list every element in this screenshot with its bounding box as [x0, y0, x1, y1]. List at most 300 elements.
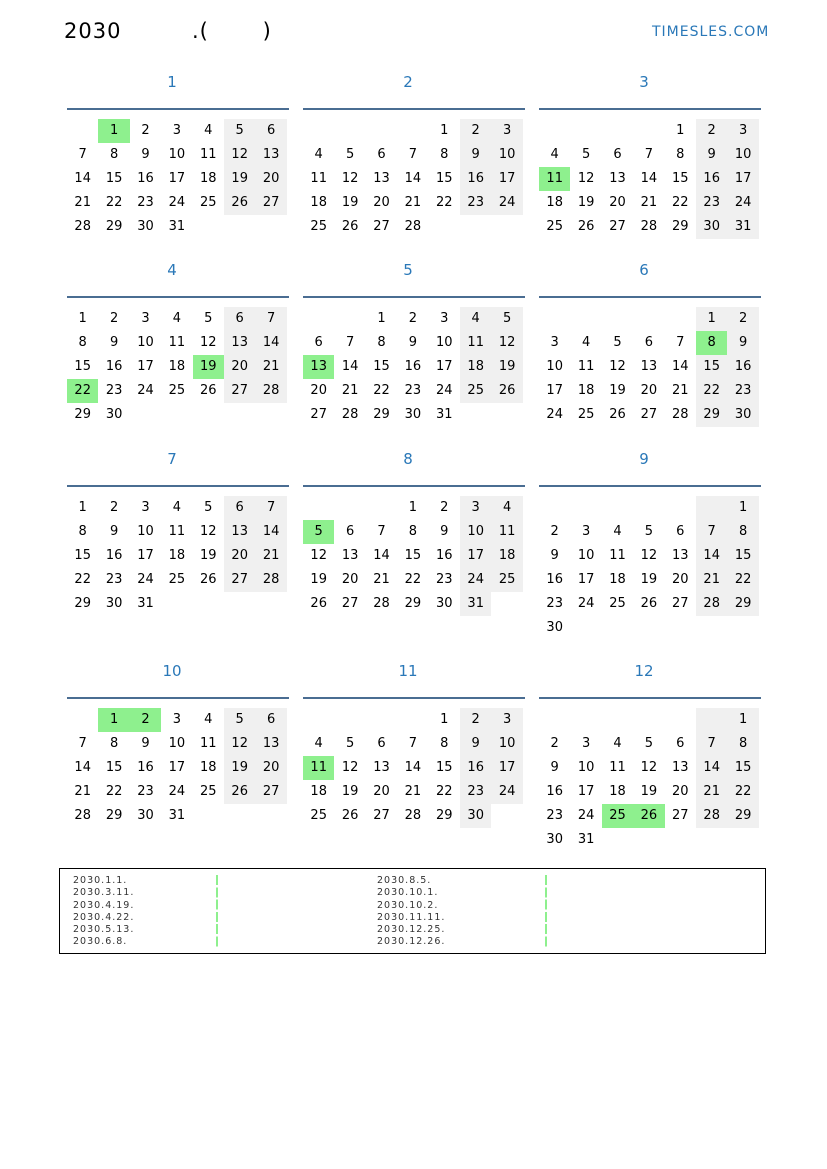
- day-cell: 15: [105, 171, 123, 186]
- day-cell: 10: [577, 548, 595, 563]
- day-cell: 31: [460, 592, 491, 616]
- day-cell: 1: [696, 307, 727, 331]
- day-cell: 28: [74, 219, 91, 234]
- holiday-entry: 2030.12.26.: [377, 936, 446, 948]
- day-cell: 6: [224, 496, 255, 520]
- day-cell: 6: [314, 335, 323, 350]
- day-cell: 16: [460, 756, 491, 780]
- day-cell: 14: [74, 171, 91, 186]
- day-cell: 15: [404, 548, 422, 563]
- day-cell: 11: [310, 171, 327, 186]
- day-cell: 26: [200, 572, 217, 587]
- day-cell: 8: [676, 147, 685, 162]
- day-cell: 9: [460, 732, 491, 756]
- month-name: 10: [162, 662, 182, 680]
- day-cell: 14: [404, 171, 422, 186]
- day-cell: 18: [609, 784, 626, 799]
- day-cell: 30: [460, 804, 491, 828]
- day-cell: 29: [105, 219, 123, 234]
- day-cell: 20: [373, 784, 390, 799]
- day-cell: 13: [224, 331, 255, 355]
- day-cell: 28: [373, 596, 390, 611]
- day-cell: 10: [577, 760, 595, 775]
- month-name: 4: [167, 261, 177, 279]
- day-cell: 28: [696, 592, 727, 616]
- day-cell: 26: [640, 596, 658, 611]
- day-cell: 23: [460, 191, 491, 215]
- holiday-entry: 2030.12.25.: [377, 924, 446, 936]
- day-cell: 24: [137, 572, 154, 587]
- day-cell: 31: [727, 215, 758, 239]
- day-cell: 10: [727, 143, 758, 167]
- day-cell: 4: [314, 147, 323, 162]
- day-cell: 8: [440, 147, 449, 162]
- weekend-shade: [696, 496, 727, 520]
- day-cell: 8: [440, 736, 449, 751]
- holiday-day-cell: 11: [303, 756, 334, 780]
- day-cell: 15: [696, 355, 727, 379]
- day-cell: 12: [640, 548, 658, 563]
- day-cell: 9: [550, 548, 559, 563]
- day-cell: 1: [78, 311, 87, 326]
- day-cell: 21: [373, 572, 390, 587]
- day-cell: 20: [373, 195, 390, 210]
- month-divider: [67, 296, 289, 298]
- day-cell: 4: [460, 307, 491, 331]
- holiday-legend: [59, 868, 766, 954]
- month-divider: [539, 697, 761, 699]
- day-cell: 19: [310, 572, 327, 587]
- day-cell: 4: [613, 524, 622, 539]
- day-cell: 3: [581, 736, 591, 751]
- day-cell: 7: [676, 335, 685, 350]
- day-cell: 22: [727, 568, 758, 592]
- month-divider: [67, 485, 289, 487]
- day-cell: 6: [255, 708, 286, 732]
- day-cell: 9: [727, 331, 758, 355]
- holiday-marker-left: [216, 875, 218, 949]
- day-cell: 27: [609, 219, 626, 234]
- day-cell: 25: [460, 379, 491, 403]
- month-divider: [539, 108, 761, 110]
- day-cell: 5: [224, 708, 255, 732]
- holiday-entry: 2030.10.1.: [377, 887, 439, 899]
- day-cell: 18: [460, 355, 491, 379]
- day-cell: 5: [644, 524, 654, 539]
- day-cell: 8: [109, 147, 119, 162]
- day-cell: 21: [74, 784, 91, 799]
- day-cell: 23: [137, 784, 154, 799]
- day-cell: 7: [408, 147, 418, 162]
- month-divider: [67, 108, 289, 110]
- day-cell: 2: [109, 500, 119, 515]
- day-cell: 17: [491, 167, 522, 191]
- day-cell: 25: [577, 407, 595, 422]
- day-cell: 14: [640, 171, 658, 186]
- title-year: 2030: [64, 19, 122, 43]
- day-cell: 20: [609, 195, 626, 210]
- day-cell: 21: [74, 195, 91, 210]
- day-cell: 2: [408, 311, 418, 326]
- day-cell: 22: [727, 780, 758, 804]
- day-cell: 24: [577, 808, 595, 823]
- day-cell: 9: [408, 335, 418, 350]
- day-cell: 27: [373, 219, 390, 234]
- holiday-entry: 2030.6.8.: [73, 936, 128, 948]
- day-cell: 19: [640, 572, 658, 587]
- day-cell: 16: [460, 167, 491, 191]
- day-cell: 1: [440, 123, 449, 138]
- day-cell: 12: [310, 548, 327, 563]
- holiday-day-cell: 11: [539, 167, 570, 191]
- day-cell: 11: [460, 331, 491, 355]
- day-cell: 11: [577, 359, 595, 374]
- day-cell: 7: [255, 496, 286, 520]
- month-divider: [303, 697, 525, 699]
- day-cell: 3: [141, 500, 150, 515]
- day-cell: 10: [491, 732, 522, 756]
- day-cell: 9: [109, 524, 119, 539]
- day-cell: 13: [341, 548, 359, 563]
- day-cell: 2: [460, 119, 491, 143]
- day-cell: 22: [74, 572, 91, 587]
- day-cell: 17: [546, 383, 563, 398]
- day-cell: 2: [141, 123, 150, 138]
- day-cell: 24: [491, 191, 522, 215]
- day-cell: 8: [727, 732, 758, 756]
- day-cell: 15: [74, 359, 91, 374]
- day-cell: 21: [255, 355, 286, 379]
- day-cell: 8: [377, 335, 386, 350]
- day-cell: 2: [550, 524, 559, 539]
- day-cell: 24: [546, 407, 563, 422]
- month-name: 1: [167, 73, 177, 91]
- month-divider: [539, 485, 761, 487]
- day-cell: 30: [546, 832, 563, 847]
- day-cell: 11: [200, 147, 217, 162]
- day-cell: 12: [224, 732, 255, 756]
- day-cell: 5: [581, 147, 591, 162]
- day-cell: 31: [168, 808, 186, 823]
- day-cell: 3: [581, 524, 591, 539]
- day-cell: 3: [491, 708, 522, 732]
- day-cell: 10: [168, 147, 186, 162]
- day-cell: 29: [727, 592, 758, 616]
- day-cell: 21: [640, 195, 658, 210]
- day-cell: 13: [373, 171, 390, 186]
- day-cell: 28: [404, 808, 422, 823]
- day-cell: 9: [696, 143, 727, 167]
- day-cell: 19: [224, 167, 255, 191]
- day-cell: 18: [168, 359, 186, 374]
- day-cell: 26: [224, 780, 255, 804]
- holiday-entry: 2030.8.5.: [377, 875, 432, 886]
- day-cell: 4: [581, 335, 591, 350]
- day-cell: 1: [377, 311, 386, 326]
- day-cell: 31: [577, 832, 595, 847]
- day-cell: 22: [404, 572, 422, 587]
- day-cell: 7: [255, 307, 286, 331]
- day-cell: 2: [696, 119, 727, 143]
- day-cell: 12: [491, 331, 522, 355]
- day-cell: 25: [200, 195, 217, 210]
- day-cell: 4: [613, 736, 622, 751]
- holiday-entry: 2030.10.2.: [377, 899, 439, 911]
- day-cell: 3: [491, 119, 522, 143]
- day-cell: 19: [577, 195, 595, 210]
- day-cell: 27: [310, 407, 327, 422]
- month-name: 9: [639, 450, 649, 468]
- day-cell: 22: [436, 784, 453, 799]
- day-cell: 3: [172, 123, 182, 138]
- day-cell: 20: [310, 383, 327, 398]
- holiday-entry: 2030.11.11.: [377, 911, 446, 923]
- day-cell: 9: [460, 143, 491, 167]
- day-cell: 29: [74, 407, 91, 422]
- day-cell: 25: [546, 219, 563, 234]
- day-cell: 21: [696, 568, 727, 592]
- day-cell: 26: [577, 219, 595, 234]
- day-cell: 31: [137, 596, 154, 611]
- day-cell: 6: [377, 147, 386, 162]
- day-cell: 20: [341, 572, 359, 587]
- day-cell: 26: [341, 219, 359, 234]
- day-cell: 24: [577, 596, 595, 611]
- day-cell: 25: [310, 219, 327, 234]
- day-cell: 3: [550, 335, 559, 350]
- day-cell: 16: [404, 359, 422, 374]
- day-cell: 29: [436, 808, 453, 823]
- day-cell: 27: [672, 596, 689, 611]
- day-cell: 17: [577, 784, 595, 799]
- day-cell: 4: [204, 712, 213, 727]
- day-cell: 23: [436, 572, 453, 587]
- day-cell: 28: [404, 219, 422, 234]
- day-cell: 6: [224, 307, 255, 331]
- month-divider: [303, 485, 525, 487]
- day-cell: 23: [546, 596, 563, 611]
- day-cell: 27: [640, 407, 658, 422]
- day-cell: 9: [550, 760, 559, 775]
- site-brand-link[interactable]: TIMESLES.COM: [652, 24, 770, 40]
- day-cell: 12: [200, 524, 217, 539]
- day-cell: 10: [436, 335, 453, 350]
- day-cell: 21: [404, 784, 422, 799]
- day-cell: 17: [577, 572, 595, 587]
- day-cell: 29: [672, 219, 689, 234]
- day-cell: 12: [224, 143, 255, 167]
- day-cell: 24: [727, 191, 758, 215]
- day-cell: 27: [255, 191, 286, 215]
- day-cell: 16: [727, 355, 758, 379]
- month-name: 11: [398, 662, 418, 680]
- day-cell: 19: [491, 355, 522, 379]
- day-cell: 29: [105, 808, 123, 823]
- day-cell: 2: [550, 736, 559, 751]
- day-cell: 24: [436, 383, 453, 398]
- day-cell: 5: [345, 147, 355, 162]
- day-cell: 29: [727, 804, 758, 828]
- holiday-day-cell: 1: [98, 119, 129, 143]
- day-cell: 19: [341, 784, 359, 799]
- holiday-day-cell: 1: [98, 708, 129, 732]
- day-cell: 12: [341, 760, 359, 775]
- day-cell: 18: [491, 544, 522, 568]
- day-cell: 20: [640, 383, 658, 398]
- day-cell: 19: [609, 383, 626, 398]
- day-cell: 14: [404, 760, 422, 775]
- day-cell: 13: [672, 548, 689, 563]
- day-cell: 8: [727, 520, 758, 544]
- day-cell: 13: [640, 359, 658, 374]
- day-cell: 5: [224, 119, 255, 143]
- day-cell: 3: [440, 311, 449, 326]
- day-cell: 29: [373, 407, 390, 422]
- day-cell: 17: [491, 756, 522, 780]
- month-name: 5: [403, 261, 413, 279]
- day-cell: 7: [644, 147, 654, 162]
- day-cell: 18: [577, 383, 595, 398]
- day-cell: 27: [224, 379, 255, 403]
- day-cell: 30: [546, 620, 563, 635]
- day-cell: 25: [168, 383, 186, 398]
- day-cell: 14: [373, 548, 390, 563]
- day-cell: 23: [696, 191, 727, 215]
- day-cell: 4: [204, 123, 213, 138]
- day-cell: 29: [74, 596, 91, 611]
- day-cell: 25: [200, 784, 217, 799]
- day-cell: 30: [404, 407, 422, 422]
- day-cell: 28: [74, 808, 91, 823]
- day-cell: 20: [672, 572, 689, 587]
- day-cell: 15: [436, 171, 453, 186]
- day-cell: 16: [137, 760, 154, 775]
- day-cell: 11: [609, 548, 626, 563]
- month-name: 7: [167, 450, 177, 468]
- day-cell: 3: [727, 119, 758, 143]
- day-cell: 15: [373, 359, 390, 374]
- month-divider: [303, 108, 525, 110]
- day-cell: 26: [491, 379, 522, 403]
- day-cell: 30: [105, 596, 123, 611]
- day-cell: 5: [204, 311, 213, 326]
- day-cell: 19: [640, 784, 658, 799]
- day-cell: 21: [672, 383, 689, 398]
- day-cell: 17: [168, 760, 186, 775]
- month-name: 8: [403, 450, 413, 468]
- day-cell: 12: [609, 359, 626, 374]
- holiday-entry: 2030.4.19.: [73, 899, 135, 911]
- day-cell: 14: [255, 520, 286, 544]
- month-name: 12: [634, 662, 654, 680]
- day-cell: 14: [696, 544, 727, 568]
- day-cell: 16: [105, 359, 123, 374]
- day-cell: 26: [341, 808, 359, 823]
- day-cell: 9: [141, 736, 150, 751]
- month-name: 2: [403, 73, 413, 91]
- day-cell: 9: [141, 147, 150, 162]
- day-cell: 30: [727, 403, 758, 427]
- day-cell: 18: [546, 195, 563, 210]
- day-cell: 25: [168, 572, 186, 587]
- day-cell: 12: [577, 171, 595, 186]
- day-cell: 23: [137, 195, 154, 210]
- day-cell: 21: [341, 383, 359, 398]
- day-cell: 22: [696, 379, 727, 403]
- day-cell: 17: [137, 548, 154, 563]
- day-cell: 4: [172, 311, 182, 326]
- day-cell: 11: [491, 520, 522, 544]
- day-cell: 13: [609, 171, 626, 186]
- day-cell: 6: [613, 147, 622, 162]
- day-cell: 7: [377, 524, 386, 539]
- day-cell: 1: [78, 500, 87, 515]
- holiday-entry: 2030.4.22.: [73, 911, 135, 923]
- day-cell: 16: [436, 548, 453, 563]
- holiday-day-cell: 19: [193, 355, 224, 379]
- day-cell: 24: [137, 383, 154, 398]
- day-cell: 23: [404, 383, 422, 398]
- day-cell: 10: [168, 736, 186, 751]
- day-cell: 22: [105, 195, 123, 210]
- day-cell: 9: [440, 524, 449, 539]
- day-cell: 18: [200, 760, 217, 775]
- day-cell: 3: [460, 496, 491, 520]
- day-cell: 24: [491, 780, 522, 804]
- day-cell: 10: [137, 335, 154, 350]
- day-cell: 4: [314, 736, 323, 751]
- day-cell: 19: [224, 756, 255, 780]
- day-cell: 13: [224, 520, 255, 544]
- day-cell: 12: [341, 171, 359, 186]
- day-cell: 14: [255, 331, 286, 355]
- day-cell: 16: [105, 548, 123, 563]
- day-cell: 16: [546, 784, 563, 799]
- month-name: 3: [639, 73, 649, 91]
- day-cell: 8: [408, 524, 418, 539]
- month-divider: [67, 697, 289, 699]
- day-cell: 16: [137, 171, 154, 186]
- day-cell: 30: [696, 215, 727, 239]
- day-cell: 17: [460, 544, 491, 568]
- day-cell: 7: [696, 520, 727, 544]
- holiday-day-cell: 8: [696, 331, 727, 355]
- day-cell: 8: [109, 736, 119, 751]
- day-cell: 2: [109, 311, 119, 326]
- day-cell: 5: [345, 736, 355, 751]
- holiday-entry: 2030.1.1.: [73, 875, 128, 886]
- day-cell: 20: [224, 355, 255, 379]
- holiday-entry: 2030.3.11.: [73, 887, 135, 899]
- day-cell: 3: [172, 712, 182, 727]
- day-cell: 17: [137, 359, 154, 374]
- day-cell: 20: [224, 544, 255, 568]
- day-cell: 7: [408, 736, 418, 751]
- day-cell: 31: [436, 407, 453, 422]
- day-cell: 6: [676, 736, 685, 751]
- day-cell: 15: [105, 760, 123, 775]
- day-cell: 1: [408, 500, 418, 515]
- day-cell: 1: [727, 496, 758, 520]
- holiday-day-cell: 25: [602, 804, 633, 828]
- day-cell: 30: [105, 407, 123, 422]
- holiday-marker-right: [545, 875, 547, 949]
- day-cell: 13: [672, 760, 689, 775]
- day-cell: 13: [255, 732, 286, 756]
- day-cell: 31: [168, 219, 186, 234]
- day-cell: 23: [727, 379, 758, 403]
- month-divider: [539, 296, 761, 298]
